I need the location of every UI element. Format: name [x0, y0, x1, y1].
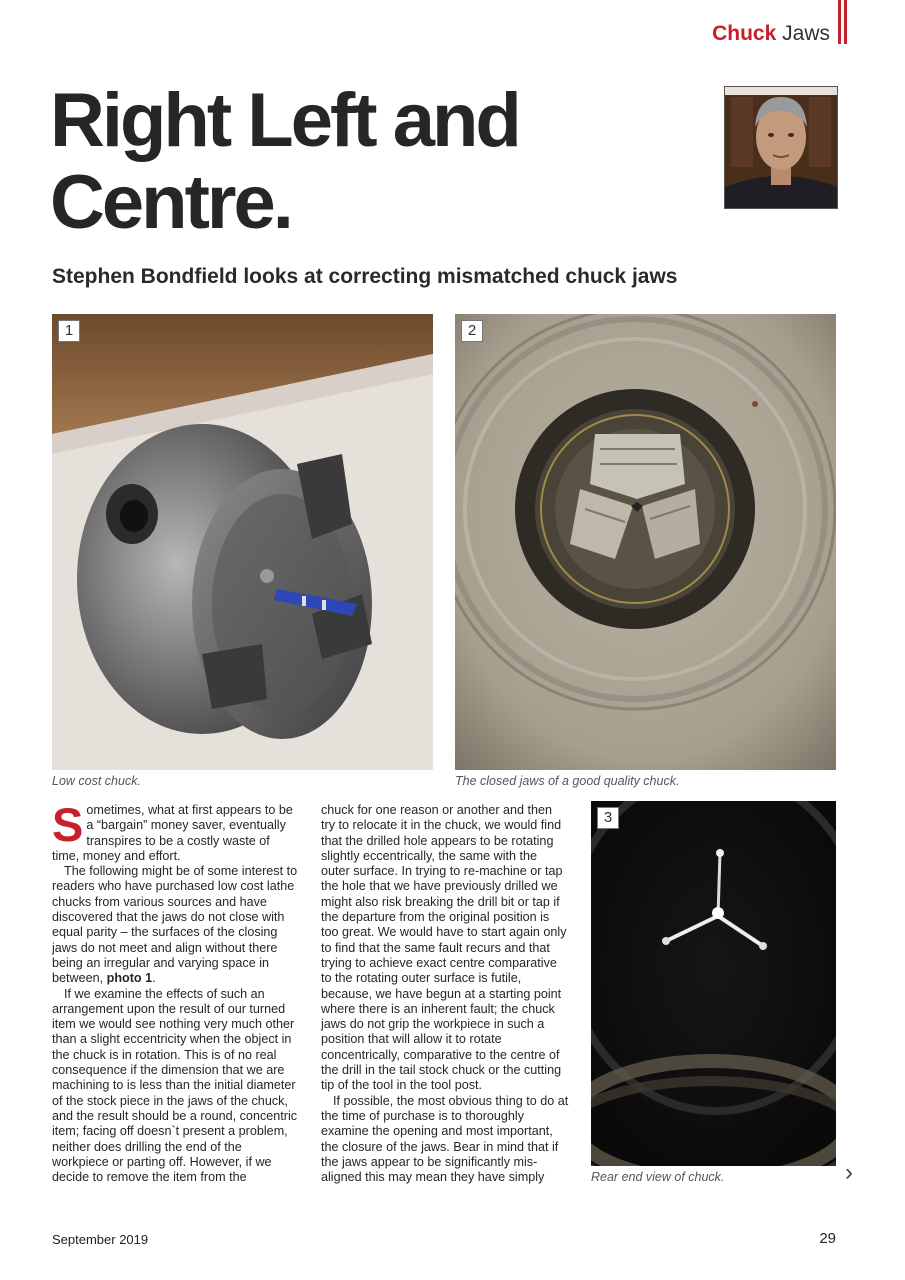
paragraph-2: The following might be of some interest to readers who have purchased low cost lathe chucks from various sources and have discovered that the jaws do not close with equal parity – the surfaces of the closing jaws do not meet and align without there being an irregular and varying space in between, photo 1. — [52, 864, 298, 986]
body-column-1 — [52, 798, 300, 1185]
article-title: Right Left and Centre. — [50, 78, 519, 245]
photo-number-2: 2 — [461, 320, 483, 342]
drop-cap: S — [52, 798, 84, 851]
photo-2 — [455, 314, 836, 770]
section-tag — [712, 20, 830, 48]
low-cost-chuck-image — [52, 314, 433, 770]
section-tag-rest: Jaws — [782, 22, 830, 45]
photo-number-3: 3 — [597, 807, 619, 829]
photo-caption-1: Low cost chuck. — [52, 774, 141, 788]
section-tag-bold: Chuck — [712, 22, 777, 45]
photo-caption-2: The closed jaws of a good quality chuck. — [455, 774, 680, 788]
paragraph-1: Sometimes, what at first appears to be a “bargain” money saver, eventually transpires to be a costly waste of time, money and effort. — [52, 798, 293, 863]
paragraph-5: If possible, the most obvious thing to do at the time of purchase is to thoroughly examine the opening and most important, the closure of the jaws. Bear in mind that if the jaws appear to be significantly mis-aligned this may mean they have simply — [321, 1093, 569, 1185]
next-page-arrow-icon[interactable]: › — [845, 1159, 853, 1186]
good-quality-chuck-image — [455, 314, 836, 770]
paragraph-4: chuck for one reason or another and then try to relocate it in the chuck, we would find that the drilled hole appears to be rotating slightly eccentrically, the same with the outer surface. In trying to re-machine or tap the hole that we have previously drilled we might also risk breaking the drill bit or tap if the departure from the original position is too great. We would have to start again only to find that the same fault recurs and that trying to achieve exact centre comparative to the rotating outer surface is futile, because, we have begun at a starting point where there is an inherent fault; the chuck jaws do not grip the workpiece in such a position that will allow it to rotate concentrically, comparative to the centre of the drill in the tail stock chuck or the cutting tip of the tool in the tool post. — [321, 803, 567, 1093]
photo-1 — [52, 314, 433, 770]
rear-end-chuck-image — [591, 801, 836, 1166]
photo-number-1: 1 — [58, 320, 80, 342]
section-accent-bars — [838, 0, 848, 44]
body-column-2 — [321, 803, 569, 1185]
footer-date: September 2019 — [52, 1232, 149, 1247]
photo-3 — [591, 801, 836, 1166]
paragraph-3: If we examine the effects of such an arrangement upon the result of our turned item we would see nothing very much other than a slight eccentricity when the object in the chuck is in rotation. This is of no real consequence if the dimension that we are machining to is less than the initial diameter of the stock piece in the jaws of the chuck, and the result should be a round, concentric item; facing off doesn`t present a problem, neither does drilling the end of the workpiece or parting off. However, if we decide to remove the item from the — [52, 986, 298, 1185]
page-number: 29 — [819, 1230, 836, 1247]
photo-reference: photo 1 — [106, 971, 153, 986]
photo-caption-3: Rear end view of chuck. — [591, 1170, 725, 1184]
author-portrait — [724, 86, 838, 209]
article-subtitle: Stephen Bondfield looks at correcting mismatched chuck jaws — [52, 265, 678, 288]
